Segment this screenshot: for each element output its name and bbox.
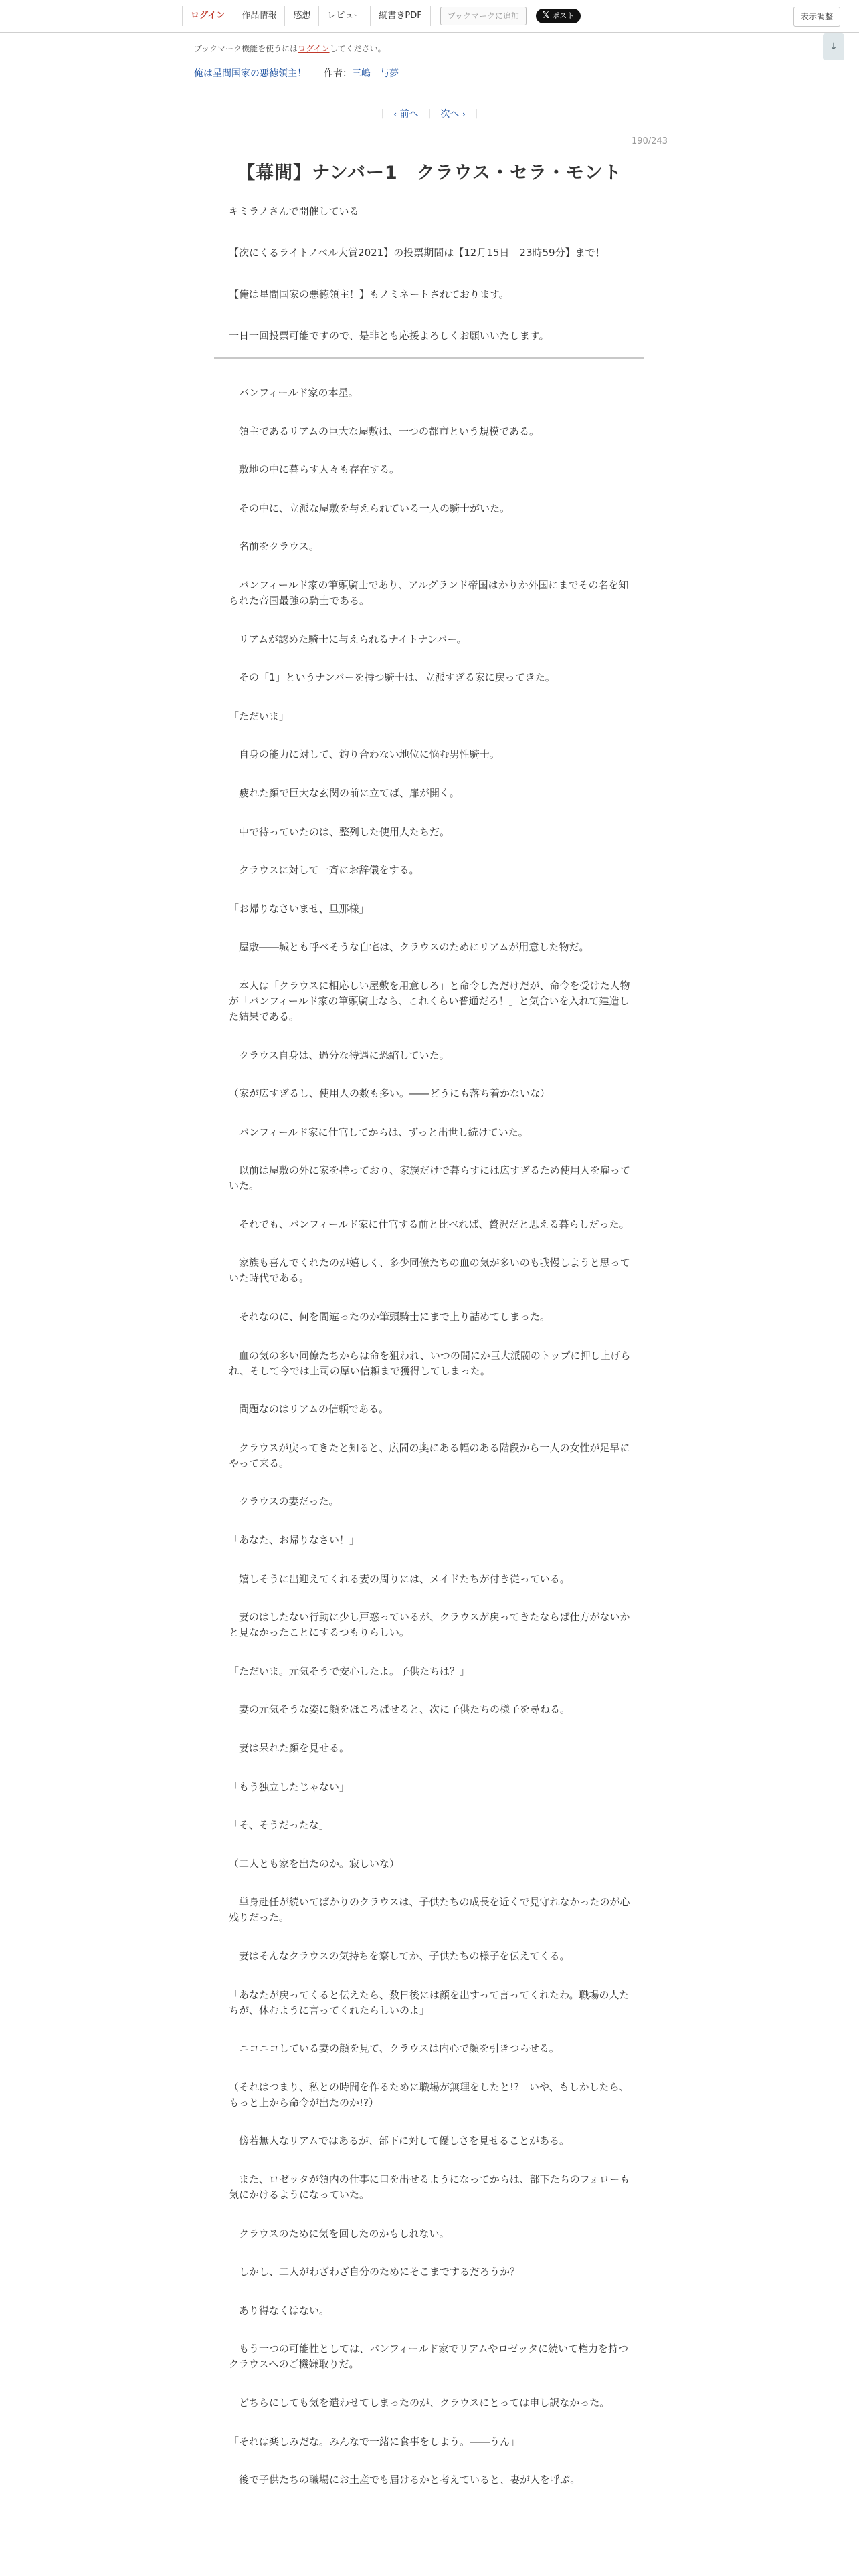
vertical-pdf-link[interactable]: 縦書きPDF <box>370 6 430 26</box>
body-paragraph: 「あなた、お帰りなさい！」 <box>229 1534 360 1547</box>
body-paragraph: 妻の元気そうな姿に顔をほころばせると、次に子供たちの様子を尋ねる。 <box>229 1703 571 1716</box>
work-info-link[interactable]: 作品情報 <box>233 6 284 26</box>
body-paragraph: バンフィールド家に仕官してからは、ずっと出世し続けていた。 <box>229 1125 529 1138</box>
body-paragraph: クラウスの妻だった。 <box>229 1495 339 1508</box>
notice-login-link[interactable]: ログイン <box>298 44 330 53</box>
body-paragraph: 以前は屋敷の外に家を持っており、家族だけで暮らすには広すぎるため使用人を雇っていた。 <box>229 1164 631 1192</box>
body-paragraph: 家族も喜んでくれたのが嬉しく、多少同僚たちの血の気が多いのも我慢しようと思っていた時代である。 <box>229 1257 630 1285</box>
body-paragraph: クラウス自身は、過分な待遇に恐縮していた。 <box>229 1049 450 1061</box>
x-logo-icon: 𝕏 <box>542 11 550 21</box>
body-paragraph: バンフィールド家の筆頭騎士であり、アルグランド帝国はかりか外国にまでその名を知られた帝国最強の騎士である。 <box>229 578 629 607</box>
preface-line: 一日一回投票可能ですので、是非とも応援よろしくお願いいたします。 <box>229 330 549 342</box>
display-settings-button[interactable]: 表示調整 <box>793 7 840 27</box>
body-paragraph: どちらにしても気を遣わせてしまったのが、クラウスにとっては申し訳なかった。 <box>229 2396 610 2409</box>
body-paragraph: その「1」というナンバーを持つ騎士は、立派すぎる家に戻ってきた。 <box>229 671 555 684</box>
body-paragraph: クラウスのために気を回したのかもしれない。 <box>229 2227 450 2240</box>
body-paragraph: その中に、立派な屋敷を与えられている一人の騎士がいた。 <box>229 502 510 514</box>
login-link[interactable]: ログイン <box>182 6 233 26</box>
add-bookmark-button[interactable]: ブックマークに追加 <box>440 7 527 25</box>
series-title-link[interactable]: 俺は星間国家の悪徳領主！ <box>194 68 306 79</box>
body-paragraph: 嬉しそうに出迎えてくれる妻の周りには、メイドたちが付き従っている。 <box>229 1572 570 1585</box>
next-episode-link[interactable] <box>431 107 474 120</box>
preface-line: 【次にくるライトノベル大賞2021】の投票期間は【12月15日 23時59分】まで！ <box>229 247 605 259</box>
body-paragraph: 屋敷――城とも呼べそうな自宅は、クラウスのためにリアムが用意した物だ。 <box>229 941 589 954</box>
preface-line: 【俺は星間国家の悪徳領主！】もノミネートされております。 <box>229 288 509 300</box>
body-paragraph: それなのに、何を間違ったのか筆頭騎士にまで上り詰めてしまった。 <box>229 1311 551 1323</box>
body-paragraph: バンフィールド家の本星。 <box>229 387 359 399</box>
body-paragraph: ニコニコしている妻の顔を見て、クラウスは内心で顔を引きつらせる。 <box>229 2042 559 2055</box>
body-paragraph: 本人は「クラウスに相応しい屋敷を用意しろ」と命令しただけだが、命令を受けた人物が「バンフィールド家の筆頭騎士なら、これくらい普通だろ！」と気合いを入れて建造した結果である。 <box>229 979 630 1023</box>
top-bar <box>0 0 859 33</box>
notice-text-before: ブックマーク機能を使うには <box>194 44 298 53</box>
body-paragraph: 傍若無人なリアムではあるが、部下に対して優しさを見せることがある。 <box>229 2135 569 2147</box>
x-share-label: ポスト <box>552 11 575 20</box>
prev-label: 前へ <box>399 109 419 120</box>
bookmark-login-notice <box>194 43 386 54</box>
body-paragraph: しかし、二人がわざわざ自分のためにそこまでするだろうか？ <box>229 2266 520 2278</box>
body-paragraph: 疲れた顔で巨大な玄関の前に立てば、扉が開く。 <box>229 786 460 799</box>
body-paragraph: 「そ、そうだったな」 <box>229 1819 329 1832</box>
notice-text-after: してください。 <box>329 44 386 53</box>
preface-divider <box>214 357 644 359</box>
body-paragraph: 妻のはしたない行動に少し戸惑っているが、クラウスが戻ってきたならば仕方がないかと見なかったことにするつもりらしい。 <box>229 1611 630 1639</box>
body-paragraph: リアムが認めた騎士に与えられるナイトナンバー。 <box>229 633 467 645</box>
prev-episode-link[interactable] <box>384 107 427 120</box>
body-paragraph: 後で子供たちの職場にお土産でも届けるかと考えていると、妻が人を呼ぶ。 <box>229 2474 581 2486</box>
novel-nav <box>182 6 581 26</box>
chapter-body <box>229 385 632 2511</box>
scroll-button[interactable] <box>823 33 844 60</box>
body-paragraph: 単身赴任が続いてばかりのクラウスは、子供たちの成長を近くで見守れなかったのが心残りだった。 <box>229 1896 630 1924</box>
next-label: 次へ <box>440 109 460 120</box>
breadcrumb <box>194 66 399 80</box>
body-paragraph: 妻はそんなクラウスの気持ちを察してか、子供たちの様子を伝えてくる。 <box>229 1949 570 1962</box>
body-paragraph: 問題なのはリアムの信頼である。 <box>229 1403 389 1416</box>
preface-line: キミラノさんで開催している <box>229 205 359 217</box>
chevron-left-icon: ‹ <box>393 110 397 119</box>
body-paragraph: 「それは楽しみだな。みんなで一緒に食事をしよう。――うん」 <box>229 2435 520 2448</box>
pager-divider: | <box>474 108 478 119</box>
body-paragraph: 「お帰りなさいませ、旦那様」 <box>229 902 369 915</box>
pager-divider: | <box>381 108 385 119</box>
body-paragraph: もう一つの可能性としては、バンフィールド家でリアムやロゼッタに続いて権力を持つクラウスへのご機嫌取りだ。 <box>229 2343 629 2371</box>
episode-count: 190/243 <box>631 136 668 146</box>
body-paragraph: それでも、バンフィールド家に仕官する前と比べれば、贅沢だと思える暮らしだった。 <box>229 1218 630 1230</box>
author-info <box>324 66 399 80</box>
body-paragraph: （それはつまり、私との時間を作るために職場が無理をしたと!? いや、もしかしたら、もっと上から命令が出たのか!?） <box>229 2080 630 2109</box>
body-paragraph: 名前をクラウス。 <box>229 540 320 553</box>
body-paragraph: 自身の能力に対して、釣り合わない地位に悩む男性騎士。 <box>229 748 500 761</box>
chevron-right-icon: › <box>462 110 466 119</box>
episode-pager <box>0 107 859 120</box>
author-preface <box>229 204 630 370</box>
body-paragraph: 妻は呆れた顔を見せる。 <box>229 1742 350 1754</box>
reviews-link[interactable]: レビュー <box>318 6 370 26</box>
impressions-link[interactable]: 感想 <box>284 6 318 26</box>
body-paragraph: （二人とも家を出たのか。寂しいな） <box>229 1857 400 1870</box>
body-paragraph: クラウスが戻ってきたと知ると、広間の奥にある幅のある階段から一人の女性が足早にやって来る。 <box>229 1441 630 1469</box>
body-paragraph: 「ただいま。元気そうで安心したよ。子供たちは？」 <box>229 1665 470 1677</box>
body-paragraph: あり得なくはない。 <box>229 2304 330 2317</box>
body-paragraph: 領主であるリアムの巨大な屋敷は、一つの都市という規模である。 <box>229 425 539 437</box>
body-paragraph: （家が広すぎるし、使用人の数も多い。――どうにも落ち着かないな） <box>229 1087 551 1100</box>
share-on-x-button[interactable] <box>536 9 581 23</box>
body-paragraph: また、ロゼッタが領内の仕事に口を出せるようになってからは、部下たちのフォローも気にかけるようになっていた。 <box>229 2173 630 2201</box>
chevron-down-icon: ↓ <box>830 41 838 52</box>
body-paragraph: 敷地の中に暮らす人々も存在する。 <box>229 463 400 476</box>
body-paragraph: 「あなたが戻ってくると伝えたら、数日後には顔を出すって言ってくれたわ。職場の人たちが、休むように言ってくれたらしいのよ」 <box>229 1988 630 2016</box>
pager-divider: | <box>427 108 432 119</box>
author-link[interactable]: 三嶋 与夢 <box>352 68 399 79</box>
body-paragraph: 血の気の多い同僚たちからは命を狙われ、いつの間にか巨大派閥のトップに押し上げられ、そして今では上司の厚い信頼まで獲得してしまった。 <box>229 1349 631 1377</box>
body-paragraph: 「ただいま」 <box>229 710 290 722</box>
author-label: 作者： <box>324 68 352 79</box>
body-paragraph: 中で待っていたのは、整列した使用人たちだ。 <box>229 825 450 838</box>
chapter-title: 【幕間】ナンバー1 クラウス・セラ・モント <box>237 163 622 183</box>
body-paragraph: 「もう独立したじゃない」 <box>229 1780 350 1793</box>
body-paragraph: クラウスに対して一斉にお辞儀をする。 <box>229 864 419 877</box>
